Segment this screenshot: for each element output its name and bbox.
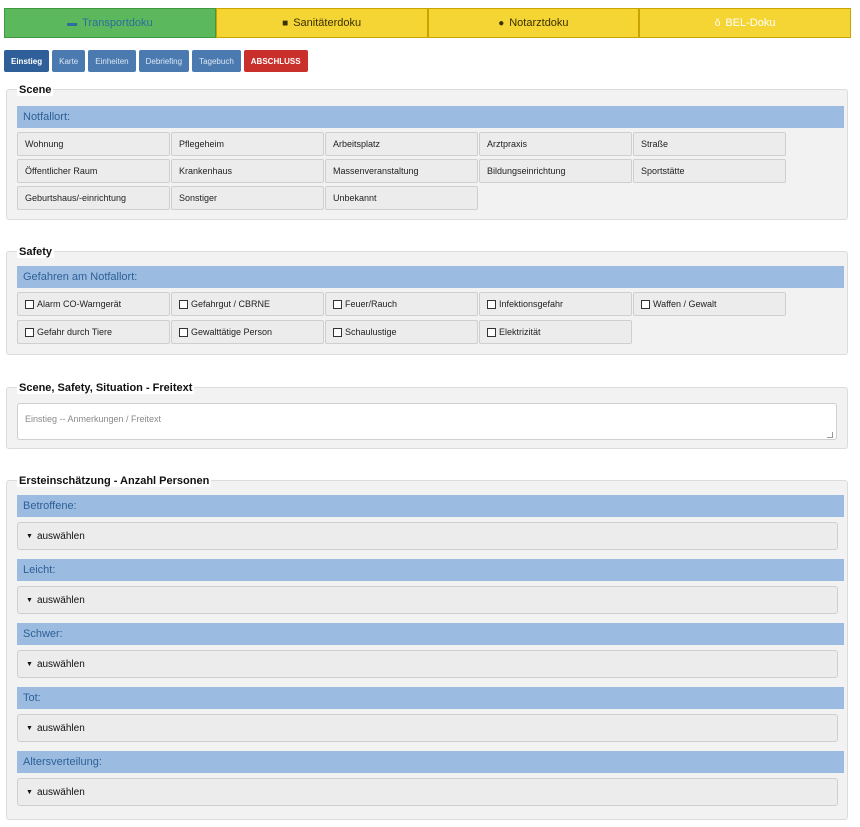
tab-transportdoku[interactable]	[4, 8, 216, 38]
select-value: auswählen	[36, 530, 85, 542]
tab-einstieg[interactable]: Einstieg	[4, 50, 49, 72]
safety-checkbox[interactable]	[479, 292, 632, 316]
checkbox-icon	[179, 300, 188, 309]
notfallort-header: Notfallort:	[17, 106, 844, 128]
option-label: Straße	[641, 139, 669, 149]
leicht-select[interactable]	[17, 586, 838, 614]
scene-panel	[6, 84, 848, 220]
altersverteilung-header: Altersverteilung:	[17, 751, 844, 773]
scene-option[interactable]	[325, 132, 478, 156]
scene-option[interactable]	[17, 159, 170, 183]
checkbox-icon	[333, 328, 342, 337]
ambulance-icon: ▬	[67, 17, 78, 29]
safety-checkbox[interactable]	[171, 292, 324, 316]
scene-option[interactable]	[479, 159, 632, 183]
schwer-header: Schwer:	[17, 623, 844, 645]
option-label: Bildungseinrichtung	[487, 166, 566, 176]
safety-checkbox[interactable]	[325, 292, 478, 316]
safety-checkbox[interactable]	[171, 320, 324, 344]
select-value: auswählen	[36, 722, 85, 734]
tab-label: BEL-Doku	[725, 17, 776, 29]
scene-option[interactable]	[171, 159, 324, 183]
tab-debriefing[interactable]: Debriefing	[139, 50, 189, 72]
tab-label: Notarztdoku	[509, 17, 569, 29]
option-label: Sonstiger	[179, 193, 218, 203]
scene-option[interactable]	[325, 159, 478, 183]
tot-header: Tot:	[17, 687, 844, 709]
safety-checkbox[interactable]	[325, 320, 478, 344]
scene-option[interactable]	[479, 132, 632, 156]
caret-down-icon: ▼	[26, 660, 33, 668]
option-label: Unbekannt	[333, 193, 377, 203]
caret-down-icon: ▼	[26, 788, 33, 796]
option-label: Arztpraxis	[487, 139, 528, 149]
checkbox-icon	[641, 300, 650, 309]
ersteinschaetzung-panel	[6, 475, 848, 820]
option-label: Geburtshaus/-einrichtung	[25, 193, 127, 203]
option-label: Pflegeheim	[179, 139, 225, 149]
doc-type-tabs	[4, 8, 851, 38]
checkbox-label: Gefahr durch Tiere	[37, 327, 113, 337]
safety-checkbox[interactable]	[479, 320, 632, 344]
gefahren-header: Gefahren am Notfallort:	[17, 266, 844, 288]
select-value: auswählen	[36, 594, 85, 606]
option-label: Arbeitsplatz	[333, 139, 381, 149]
user-doctor-icon: ●	[498, 17, 505, 29]
checkbox-label: Alarm CO-Warngerät	[37, 299, 122, 309]
safety-checkbox[interactable]	[17, 320, 170, 344]
schwer-select[interactable]	[17, 650, 838, 678]
freitext-textarea[interactable]: Einstieg -- Anmerkungen / Freitext	[17, 403, 837, 440]
checkbox-icon	[487, 300, 496, 309]
checkbox-icon	[25, 328, 34, 337]
checkbox-label: Feuer/Rauch	[345, 299, 398, 309]
scene-option[interactable]	[17, 132, 170, 156]
checkbox-label: Elektrizität	[499, 327, 541, 337]
tab-einheiten[interactable]: Einheiten	[88, 50, 135, 72]
checkbox-label: Waffen / Gewalt	[653, 299, 717, 309]
altersverteilung-select[interactable]	[17, 778, 838, 806]
checkbox-icon	[487, 328, 496, 337]
checkbox-icon	[333, 300, 342, 309]
option-label: Massenveranstaltung	[333, 166, 419, 176]
ersteinschaetzung-legend: Ersteinschätzung - Anzahl Personen	[19, 475, 210, 487]
option-label: Krankenhaus	[179, 166, 233, 176]
scene-option[interactable]	[325, 186, 478, 210]
scene-option[interactable]	[171, 132, 324, 156]
tab-abschluss[interactable]: ABSCHLUSS	[244, 50, 308, 72]
scene-option[interactable]	[171, 186, 324, 210]
checkbox-label: Gewalttätige Person	[191, 327, 273, 337]
freitext-legend: Scene, Safety, Situation - Freitext	[19, 382, 193, 394]
leicht-header: Leicht:	[17, 559, 844, 581]
freitext-panel	[6, 382, 848, 449]
tab-sanitaeterdoku[interactable]	[216, 8, 428, 38]
betroffene-select[interactable]	[17, 522, 838, 550]
tab-tagebuch[interactable]: Tagebuch	[192, 50, 241, 72]
checkbox-icon	[179, 328, 188, 337]
option-label: Wohnung	[25, 139, 64, 149]
tab-label: Transportdoku	[82, 17, 153, 29]
tab-label: Sanitäterdoku	[293, 17, 362, 29]
caret-down-icon: ▼	[26, 532, 33, 540]
option-label: Sportstätte	[641, 166, 685, 176]
scene-option[interactable]	[633, 159, 786, 183]
select-value: auswählen	[36, 786, 85, 798]
caret-down-icon: ▼	[26, 724, 33, 732]
scene-legend: Scene	[19, 84, 52, 96]
checkbox-label: Gefahrgut / CBRNE	[191, 299, 271, 309]
caret-down-icon: ▼	[26, 596, 33, 604]
select-value: auswählen	[36, 658, 85, 670]
safety-checkbox[interactable]	[17, 292, 170, 316]
checkbox-label: Schaulustige	[345, 327, 397, 337]
tab-bel-doku[interactable]	[639, 8, 851, 38]
safety-checkbox[interactable]	[633, 292, 786, 316]
scene-option[interactable]	[633, 132, 786, 156]
resize-handle-icon[interactable]	[827, 432, 833, 438]
betroffene-header: Betroffene:	[17, 495, 844, 517]
option-label: Öffentlicher Raum	[25, 166, 98, 176]
checkbox-icon	[25, 300, 34, 309]
tab-notarztdoku[interactable]	[428, 8, 640, 38]
safety-panel	[6, 246, 848, 355]
tot-select[interactable]	[17, 714, 838, 742]
section-tabs	[4, 50, 308, 72]
checkbox-label: Infektionsgefahr	[499, 299, 564, 309]
medkit-icon: ■	[282, 17, 289, 29]
tab-karte[interactable]: Karte	[52, 50, 85, 72]
safety-legend: Safety	[19, 246, 53, 258]
bell-icon: ǒ	[714, 17, 721, 29]
scene-option[interactable]	[17, 186, 170, 210]
